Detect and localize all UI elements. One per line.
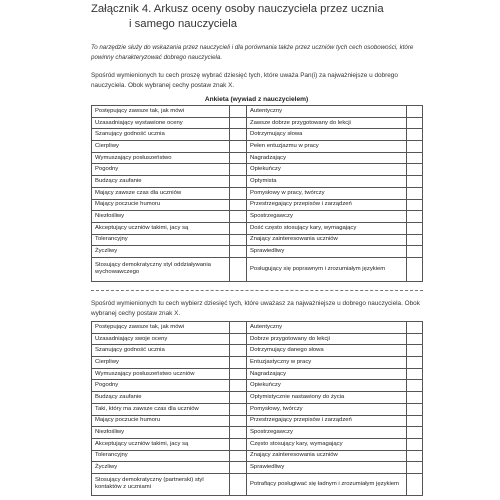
mark-box-right[interactable] [407,106,423,118]
mark-box-right[interactable] [407,129,423,141]
trait-left: Pogodny [92,164,230,176]
mark-box-right[interactable] [407,199,423,211]
trait-right: Nagradzający [247,152,407,164]
mark-box-left[interactable] [230,211,247,223]
trait-left: Stosujący demokratyczny styl oddziaływania wychowawczego [92,257,230,281]
mark-box-left[interactable] [230,152,247,164]
trait-right: Pomysłowy w pracy, twórczy [247,187,407,199]
trait-left: Szanujący godność ucznia [92,129,230,141]
teacher-traits-table [91,105,423,282]
trait-left: Stosujący demokratyczny (partnerski) styl kontaktów z uczniami [92,473,230,495]
trait-left: Akceptujący uczniów takimi, jacy są [92,222,230,234]
mark-box-right[interactable] [407,246,423,258]
trait-right: Pełen entuzjazmu w pracy [247,141,407,153]
mark-box-right[interactable] [407,438,423,450]
table-row [92,199,423,211]
table-row [92,403,423,415]
mark-box-right[interactable] [407,257,423,281]
mark-box-right[interactable] [407,368,423,380]
trait-right: Znający zainteresowania uczniów [247,234,407,246]
trait-right: Przestrzegający przepisów i zarządzeń [247,415,407,427]
trait-left: Niezłośliwy [92,427,230,439]
student-traits-table [91,321,423,496]
title-line-1: Załącznik 4. Arkusz oceny osoby nauczyciela przez ucznia [91,3,384,15]
trait-left: Wymuszający posłuszeństwo [92,152,230,164]
table-row [92,106,423,118]
trait-right: Spostrzegawczy [247,427,407,439]
table-row [92,234,423,246]
trait-left: Uzasadniający wystawione oceny [92,117,230,129]
mark-box-left[interactable] [230,222,247,234]
trait-left: Cierpliwy [92,141,230,153]
trait-right: Często stosujący kary, wymagający [247,438,407,450]
table-row [92,222,423,234]
table-row [92,450,423,462]
trait-left: Postępujący zawsze tak, jak mówi [92,106,230,118]
title-line-2: i samego nauczyciela [129,18,238,30]
mark-box-left[interactable] [230,164,247,176]
student-traits-body [92,322,423,496]
table-row [92,187,423,199]
table-row [92,462,423,474]
mark-box-right[interactable] [407,117,423,129]
table-row [92,257,423,281]
mark-box-left[interactable] [230,438,247,450]
mark-box-left[interactable] [230,368,247,380]
trait-right: Autentyczny [247,106,407,118]
student-instruction: Spośród wymienionych tu cech wybierz dziesięć tych, które uważasz za najważniejsze u dobrego nauczyciela. Obok wybranej cechy postaw znak X. [91,300,420,317]
trait-left: Tolerancyjny [92,234,230,246]
trait-right: Potrafiący posługiwać się ładnym i zrozumiałym językiem [247,473,407,495]
trait-right: Opiekuńczy [247,380,407,392]
mark-box-left[interactable] [230,345,247,357]
mark-box-left[interactable] [230,117,247,129]
trait-right: Zawsze dobrze przygotowany do lekcji [247,117,407,129]
mark-box-right[interactable] [407,345,423,357]
trait-left: Akceptujący uczniów takimi, jacy są [92,438,230,450]
trait-right: Entuzjastyczny w pracy [247,357,407,369]
mark-box-left[interactable] [230,427,247,439]
mark-box-left[interactable] [230,141,247,153]
mark-box-left[interactable] [230,392,247,404]
table-row [92,473,423,495]
page-title [91,2,384,32]
table-row [92,427,423,439]
table-row [92,117,423,129]
trait-left: Życzliwy [92,462,230,474]
trait-right: Dotrzymujący danego słowa [247,345,407,357]
trait-left: Postępujący zawsze tak, jak mówi [92,322,230,334]
mark-box-left[interactable] [230,129,247,141]
table-row [92,246,423,258]
mark-box-right[interactable] [407,392,423,404]
mark-box-left[interactable] [230,106,247,118]
mark-box-left[interactable] [230,415,247,427]
trait-right: Nagradzający [247,368,407,380]
mark-box-right[interactable] [407,462,423,474]
mark-box-left[interactable] [230,257,247,281]
mark-box-right[interactable] [407,234,423,246]
mark-box-left[interactable] [230,322,247,334]
table-row [92,141,423,153]
table-row [92,415,423,427]
trait-right: Dobrze przygotowany do lekcji [247,333,407,345]
trait-left: Szanujący godność ucznia [92,345,230,357]
mark-box-right[interactable] [407,427,423,439]
intro-text: To narzędzie służy do wskazania przez nauczycieli i dla porównania także przez uczniów tych cech osobowości, które powinny charakteryzować dobrego nauczyciela. [91,44,414,61]
table-row [92,438,423,450]
mark-box-right[interactable] [407,403,423,415]
mark-box-right[interactable] [407,141,423,153]
cut-line [91,290,423,291]
table-row [92,368,423,380]
mark-box-right[interactable] [407,380,423,392]
table-row [92,322,423,334]
trait-left: Mający poczucie humoru [92,199,230,211]
trait-right: Dość często stosujący kary, wymagający [247,222,407,234]
table-row [92,129,423,141]
mark-box-right[interactable] [407,164,423,176]
trait-left: Życzliwy [92,246,230,258]
trait-left: Wymuszający posłuszeństwo uczniów [92,368,230,380]
table-row [92,211,423,223]
trait-left: Pogodny [92,380,230,392]
mark-box-left[interactable] [230,234,247,246]
table-row [92,164,423,176]
trait-left: Tolerancyjny [92,450,230,462]
trait-right: Sprawiedliwy [247,246,407,258]
trait-left: Niezłośliwy [92,211,230,223]
mark-box-left[interactable] [230,473,247,495]
trait-right: Opiekuńczy [247,164,407,176]
mark-box-left[interactable] [230,380,247,392]
trait-right: Dotrzymujący słowa [247,129,407,141]
mark-box-right[interactable] [407,357,423,369]
mark-box-left[interactable] [230,176,247,188]
mark-box-left[interactable] [230,333,247,345]
trait-left: Mający poczucie humoru [92,415,230,427]
mark-box-left[interactable] [230,199,247,211]
mark-box-left[interactable] [230,357,247,369]
table-row [92,392,423,404]
mark-box-left[interactable] [230,450,247,462]
mark-box-left[interactable] [230,246,247,258]
table1-caption: Ankieta (wywiad z nauczycielem) [204,96,309,103]
table-row [92,380,423,392]
mark-box-left[interactable] [230,187,247,199]
mark-box-right[interactable] [407,187,423,199]
trait-left: Cierpliwy [92,357,230,369]
mark-box-left[interactable] [230,403,247,415]
table-row [92,176,423,188]
trait-right: Przestrzegający przepisów i zarządzeń [247,199,407,211]
teacher-traits-body [92,106,423,282]
trait-left: Budzący zaufanie [92,392,230,404]
mark-box-right[interactable] [407,152,423,164]
mark-box-right[interactable] [407,222,423,234]
trait-right: Pomysłowy, twórczy [247,403,407,415]
mark-box-right[interactable] [407,176,423,188]
trait-right: Sprawiedliwy [247,462,407,474]
trait-right: Optymista [247,176,407,188]
trait-left: Taki, który ma zawsze czas dla uczniów [92,403,230,415]
mark-box-right[interactable] [407,415,423,427]
table-row [92,345,423,357]
mark-box-right[interactable] [407,473,423,495]
table-row [92,152,423,164]
mark-box-right[interactable] [407,211,423,223]
table-row [92,357,423,369]
table-row [92,333,423,345]
mark-box-right[interactable] [407,322,423,334]
mark-box-left[interactable] [230,462,247,474]
trait-left: Mający zawsze czas dla uczniów [92,187,230,199]
mark-box-right[interactable] [407,333,423,345]
trait-right: Optymistycznie nastawiony do życia [247,392,407,404]
trait-right: Spostrzegawczy [247,211,407,223]
trait-left: Uzasadniający swoje oceny [92,333,230,345]
trait-right: Znający zainteresowania uczniów [247,450,407,462]
trait-right: Posługujący się poprawnym i zrozumiałym językiem [247,257,407,281]
mark-box-right[interactable] [407,450,423,462]
trait-left: Budzący zaufanie [92,176,230,188]
trait-right: Autentyczny [247,322,407,334]
teacher-instruction: Spośród wymienionych tu cech proszę wybrać dziesięć tych, które uważa Pan(i) za najważniejsze u dobrego nauczyciela. Obok wybranej cechy postaw znak X. [91,72,398,89]
